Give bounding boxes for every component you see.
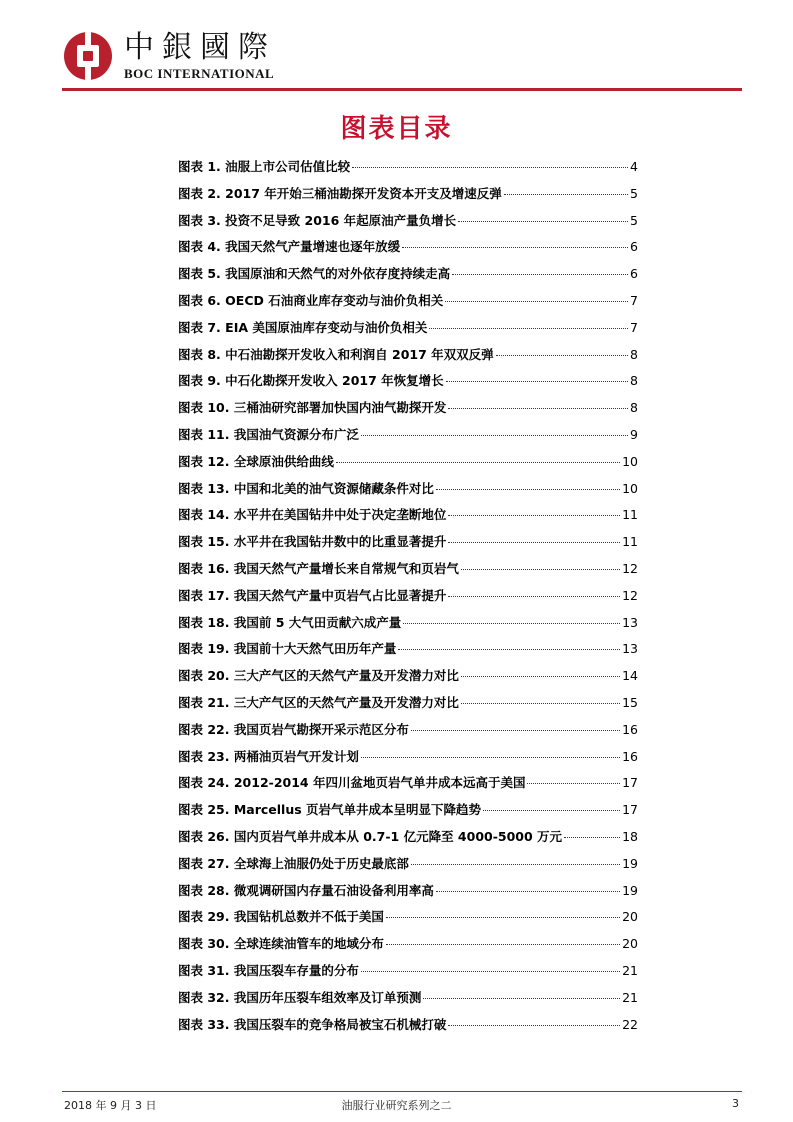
toc-dot-leader (527, 783, 620, 784)
toc-dot-leader (564, 837, 620, 838)
toc-entry-page: 10 (622, 480, 638, 496)
brand-name-cn: 中銀國際 (124, 30, 276, 65)
footer-date: 2018 年 9 月 3 日 (64, 1099, 157, 1112)
toc-dot-leader (452, 274, 628, 275)
toc-entry[interactable] (178, 800, 638, 827)
toc-entry-label: 图表 30. 全球连续油管车的地域分布 (178, 936, 384, 952)
toc-entry-page: 9 (630, 426, 638, 442)
toc-entry[interactable] (178, 988, 638, 1015)
toc-entry-label: 图表 7. EIA 美国原油库存变动与油价负相关 (178, 319, 428, 335)
toc-entry[interactable] (178, 398, 638, 425)
toc-entry[interactable] (178, 505, 638, 532)
toc-dot-leader (504, 194, 628, 195)
toc-entry-label: 图表 11. 我国油气资源分布广泛 (178, 426, 359, 442)
toc-dot-leader (436, 489, 620, 490)
toc-entry[interactable] (178, 747, 638, 774)
footer-divider (62, 1091, 742, 1092)
toc-dot-leader (496, 355, 628, 356)
toc-entry-page: 19 (622, 855, 638, 871)
toc-entry-page: 4 (630, 159, 638, 174)
toc-entry[interactable] (178, 211, 638, 238)
toc-dot-leader (445, 301, 628, 302)
toc-entry[interactable] (178, 425, 638, 452)
footer-page-number: 3 (732, 1097, 739, 1110)
toc-entry-label: 图表 13. 中国和北美的油气资源储藏条件对比 (178, 480, 434, 496)
boc-logo-icon (64, 32, 112, 80)
toc-dot-leader (448, 596, 620, 597)
toc-entry-page: 10 (622, 453, 638, 469)
toc-entry[interactable] (178, 237, 638, 264)
toc-entry-label: 图表 3. 投资不足导致 2016 年起原油产量负增长 (178, 212, 457, 228)
toc-entry-page: 21 (622, 962, 638, 978)
toc-entry[interactable] (178, 318, 638, 345)
toc-entry[interactable] (178, 157, 638, 184)
toc-entry-page: 19 (622, 882, 638, 898)
toc-entry-page: 11 (622, 534, 638, 550)
toc-entry-page: 5 (630, 212, 638, 228)
toc-entry[interactable] (178, 532, 638, 559)
toc-entry-page: 12 (622, 587, 638, 603)
toc-dot-leader (436, 891, 620, 892)
toc-entry-label: 图表 15. 水平井在我国钻井数中的比重显著提升 (178, 534, 447, 550)
toc-entry-label: 图表 18. 我国前 5 大气田贡献六成产量 (178, 614, 402, 630)
toc-dot-leader (458, 221, 628, 222)
toc-entry[interactable] (178, 961, 638, 988)
toc-entry-page: 17 (622, 775, 638, 791)
toc-entry-label: 图表 2. 2017 年开始三桶油勘探开发资本开支及增速反弹 (178, 185, 502, 201)
toc-entry-page: 6 (630, 266, 638, 282)
toc-entry[interactable] (178, 613, 638, 640)
toc-entry[interactable] (178, 559, 638, 586)
toc-entry-page: 22 (622, 1016, 638, 1032)
toc-entry[interactable] (178, 881, 638, 908)
toc-entry-page: 20 (622, 936, 638, 952)
toc-entry-page: 8 (630, 346, 638, 362)
toc-entry-page: 8 (630, 373, 638, 389)
toc-entry-label: 图表 25. Marcellus 页岩气单井成本呈明显下降趋势 (178, 802, 482, 818)
toc-dot-leader (403, 623, 620, 624)
toc-entry-label: 图表 20. 三大产气区的天然气产量及开发潜力对比 (178, 668, 459, 684)
toc-entry-page: 18 (622, 828, 638, 844)
toc-dot-leader (352, 167, 628, 168)
toc-entry-label: 图表 12. 全球原油供给曲线 (178, 453, 334, 469)
toc-entry[interactable] (178, 854, 638, 881)
toc-entry-page: 8 (630, 400, 638, 416)
toc-entry[interactable] (178, 773, 638, 800)
page-title: 图表目录 (340, 114, 453, 144)
toc-entry-label: 图表 4. 我国天然气产量增速也逐年放缓 (178, 239, 401, 255)
toc-entry-page: 12 (622, 560, 638, 576)
toc-entry-page: 13 (622, 641, 638, 657)
toc-dot-leader (361, 971, 620, 972)
toc-entry-page: 16 (622, 748, 638, 764)
toc-entry-page: 7 (630, 292, 638, 308)
toc-dot-leader (423, 998, 620, 999)
toc-entry-label: 图表 8. 中石油勘探开发收入和利润自 2017 年双双反弹 (178, 346, 494, 362)
toc-entry[interactable] (178, 371, 638, 398)
brand-name-en: BOC INTERNATIONAL (124, 66, 275, 81)
toc-dot-leader (448, 515, 620, 516)
toc-entry-label: 图表 32. 我国历年压裂车组效率及订单预测 (178, 989, 422, 1005)
toc-entry[interactable] (178, 1015, 638, 1042)
toc-entry[interactable] (178, 934, 638, 961)
toc-entry-page: 13 (622, 614, 638, 630)
toc-entry-page: 16 (622, 721, 638, 737)
toc-dot-leader (446, 381, 628, 382)
toc-entry-page: 14 (622, 668, 638, 684)
toc-entry-label: 图表 22. 我国页岩气勘探开采示范区分布 (178, 721, 409, 737)
toc-entry-label: 图表 33. 我国压裂车的竞争格局被宝石机械打破 (178, 1016, 447, 1032)
toc-entry-label: 图表 9. 中石化勘探开发收入 2017 年恢复增长 (178, 373, 444, 389)
toc-entry[interactable] (178, 479, 638, 506)
toc-entry[interactable] (178, 184, 638, 211)
toc-entry-label: 图表 10. 三桶油研究部署加快国内油气勘探开发 (178, 400, 447, 416)
toc-dot-leader (448, 542, 620, 543)
toc-entry[interactable] (178, 452, 638, 479)
toc-dot-leader (429, 328, 628, 329)
toc-entry-label: 图表 21. 三大产气区的天然气产量及开发潜力对比 (178, 694, 459, 710)
toc-entry-label: 图表 5. 我国原油和天然气的对外依存度持续走高 (178, 266, 451, 282)
toc-entry-label: 图表 23. 两桶油页岩气开发计划 (178, 748, 359, 764)
toc-dot-leader (461, 703, 620, 704)
toc-entry-page: 20 (622, 909, 638, 925)
toc-dot-leader (361, 757, 620, 758)
toc-entry-label: 图表 1. 油服上市公司估值比较 (178, 159, 351, 174)
toc-dot-leader (398, 649, 620, 650)
toc-entry[interactable] (178, 693, 638, 720)
toc-entry[interactable] (178, 586, 638, 613)
toc-entry-page: 15 (622, 694, 638, 710)
page-header (62, 28, 742, 88)
toc-entry[interactable] (178, 720, 638, 747)
toc-entry[interactable] (178, 345, 638, 372)
toc-entry-label: 图表 14. 水平井在美国钻井中处于决定垄断地位 (178, 507, 447, 523)
toc-entry-page: 6 (630, 239, 638, 255)
toc-entry-page: 21 (622, 989, 638, 1005)
toc-entry-label: 图表 31. 我国压裂车存量的分布 (178, 962, 359, 978)
toc-dot-leader (411, 864, 620, 865)
toc-entry-page: 11 (622, 507, 638, 523)
toc-dot-leader (461, 569, 620, 570)
toc-dot-leader (483, 810, 620, 811)
toc-dot-leader (402, 247, 628, 248)
toc-entry-label: 图表 6. OECD 石油商业库存变动与油价负相关 (178, 292, 444, 308)
toc-entry-page: 17 (622, 802, 638, 818)
toc-entry[interactable] (178, 666, 638, 693)
toc-entry-label: 图表 27. 全球海上油服仍处于历史最底部 (178, 855, 409, 871)
toc-dot-leader (386, 917, 620, 918)
table-of-figures (178, 157, 638, 1041)
toc-entry[interactable] (178, 291, 638, 318)
toc-entry[interactable] (178, 827, 638, 854)
toc-dot-leader (361, 435, 628, 436)
toc-entry-label: 图表 29. 我国钻机总数并不低于美国 (178, 909, 384, 925)
toc-entry[interactable] (178, 907, 638, 934)
toc-entry-page: 7 (630, 319, 638, 335)
toc-entry-label: 图表 26. 国内页岩气单井成本从 0.7-1 亿元降至 4000-5000 万元 (178, 828, 563, 844)
toc-entry[interactable] (178, 639, 638, 666)
toc-entry-label: 图表 16. 我国天然气产量增长来自常规气和页岩气 (178, 560, 459, 576)
toc-entry-page: 5 (630, 185, 638, 201)
footer-series-title: 油服行业研究系列之二 (341, 1099, 452, 1112)
toc-entry-label: 图表 19. 我国前十大天然气田历年产量 (178, 641, 397, 657)
toc-entry-label: 图表 17. 我国天然气产量中页岩气占比显著提升 (178, 587, 447, 603)
toc-entry-label: 图表 28. 微观调研国内存量石油设备利用率高 (178, 882, 434, 898)
header-divider (62, 88, 742, 91)
toc-entry-label: 图表 24. 2012-2014 年四川盆地页岩气单井成本远高于美国 (178, 775, 526, 791)
toc-dot-leader (448, 1025, 620, 1026)
toc-dot-leader (411, 730, 620, 731)
toc-entry[interactable] (178, 264, 638, 291)
toc-dot-leader (336, 462, 620, 463)
toc-dot-leader (448, 408, 628, 409)
toc-dot-leader (461, 676, 620, 677)
toc-dot-leader (386, 944, 620, 945)
